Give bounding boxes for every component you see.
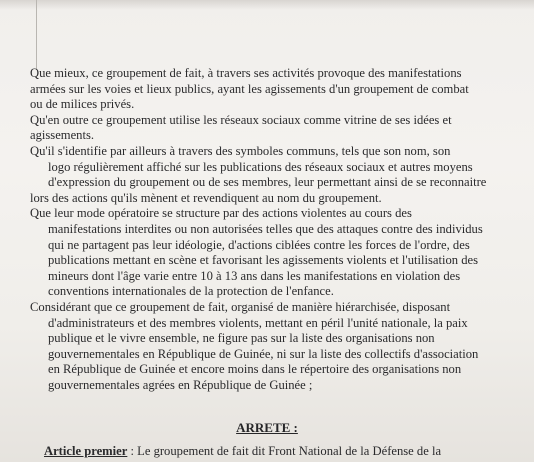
- body-text: [30, 66, 506, 393]
- section-heading: [0, 420, 534, 436]
- text-line: publique et le vivre ensemble, ne figure pas sur la liste des organisations non: [48, 331, 435, 346]
- text-line: Considérant que ce groupement de fait, organisé de manière hiérarchisée, disposant: [30, 299, 451, 314]
- paragraph-5: [30, 300, 506, 394]
- text-line: gouvernementales en République de Guinée, ni sur la liste des collectifs d'association: [48, 346, 479, 361]
- article-label: Article premier: [44, 444, 128, 458]
- text-line: mineurs dont l'âge varie entre 10 à 13 ans dans les manifestations en violation des: [48, 268, 461, 283]
- text-line: Que mieux, ce groupement de fait, à travers ses activités provoque des manifestations: [30, 66, 462, 80]
- text-line: agissements.: [30, 128, 95, 143]
- text-line: Que leur mode opératoire se structure par des actions violentes au cours des: [30, 206, 412, 221]
- text-line: manifestations interdites ou non autorisées telles que des attaques contre des individus: [48, 221, 483, 236]
- text-line: conventions internationales de la protection de l'enfance.: [48, 284, 334, 299]
- paragraph-3: [30, 144, 506, 206]
- text-line: d'administrateurs et des membres violents, mettant en péril l'unité nationale, la paix: [48, 315, 468, 330]
- margin-rule: [36, 0, 37, 70]
- page-top-shadow: [0, 0, 534, 10]
- heading-text: ARRETE :: [236, 420, 298, 435]
- text-line: Qu'en outre ce groupement utilise les réseaux sociaux comme vitrine de ses idées et: [30, 112, 452, 127]
- text-line: gouvernementales agrées en République de Guinée ;: [48, 377, 313, 392]
- paragraph-1: [30, 66, 506, 113]
- text-line: qui ne partagent pas leur idéologie, d'actions ciblées contre les forces de l'ordre, des: [48, 237, 470, 252]
- text-line: en République de Guinée et encore moins dans le répertoire des organisations non: [48, 362, 462, 377]
- text-line: lors des actions qu'ils mènent et revendiquent au nom du groupement.: [30, 190, 382, 205]
- text-line: publications mettant en scène et favorisant les agissements violents et l'utilisation des: [48, 253, 479, 268]
- text-line: d'expression du groupement ou de ses membres, leur permettant ainsi de se reconnaitre: [48, 175, 487, 190]
- article-text: : Le groupement de fait dit Front National de la Défense de la: [127, 444, 442, 458]
- article-line: [44, 444, 514, 459]
- text-line: armées sur les voies et lieux publics, ayant les agissements d'un groupement de combat: [30, 81, 469, 96]
- text-line: Qu'il s'identifie par ailleurs à travers des symboles communs, tels que son nom, son: [30, 143, 451, 158]
- text-line: ou de milices privés.: [30, 97, 135, 112]
- text-line: logo régulièrement affiché sur les publications des réseaux sociaux et autres moyens: [48, 159, 473, 174]
- paragraph-2: [30, 113, 506, 144]
- paragraph-4: [30, 206, 506, 300]
